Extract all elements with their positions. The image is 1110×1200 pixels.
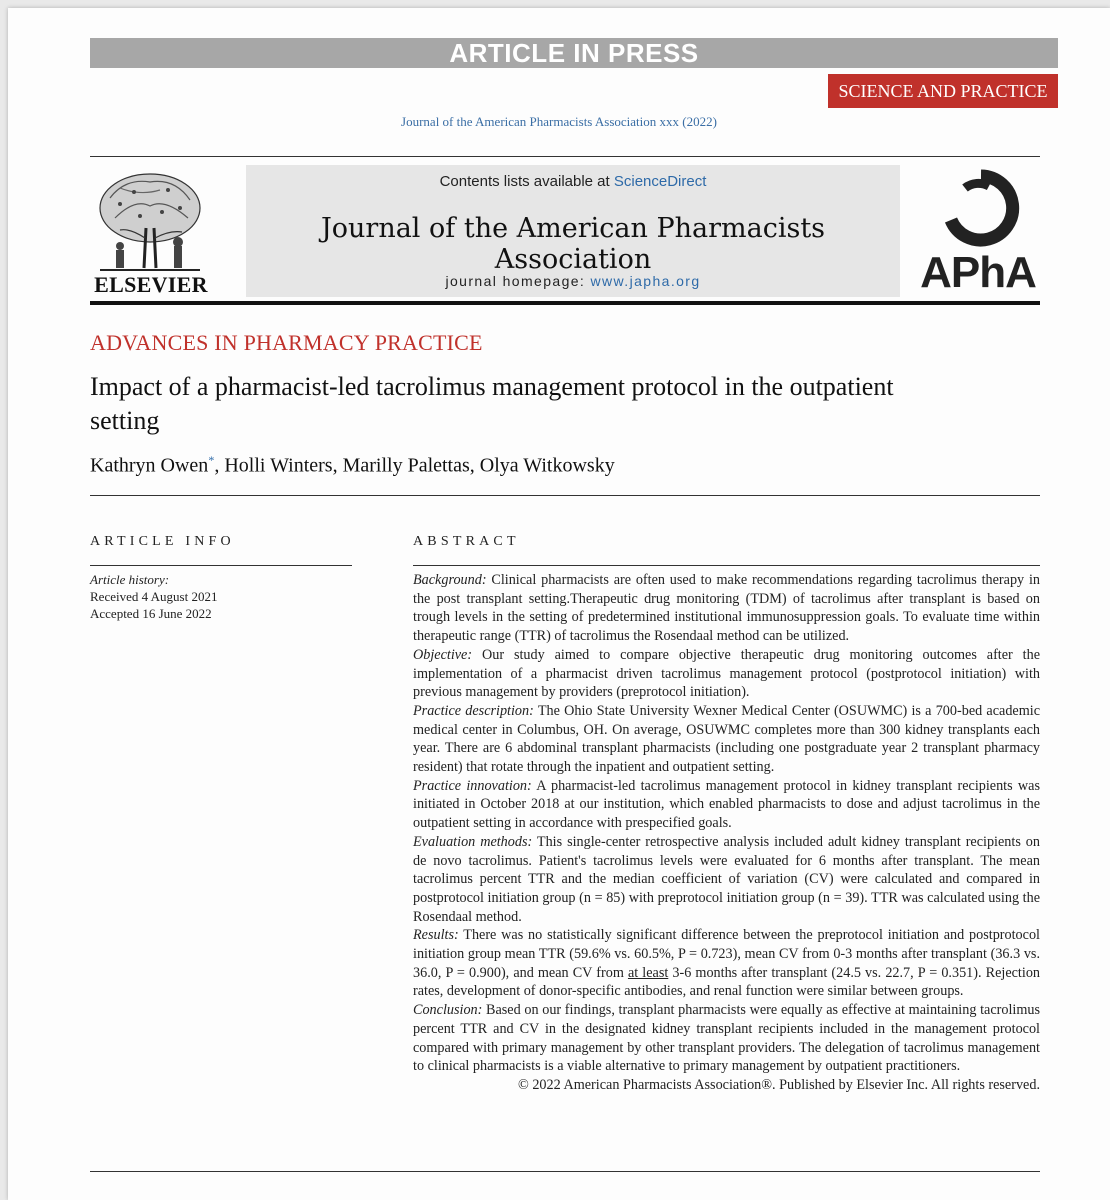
abstract-practice-innovation [413,777,1040,833]
accepted-date: Accepted 16 June 2022 [90,606,212,621]
conclusion-label: Conclusion: [413,1002,483,1019]
homepage-line [246,273,900,289]
background-label: Background: [413,572,487,588]
copyright-notice: © 2022 American Pharmacists Association®. Published by Elsevier Inc. All rights reserved. [518,1076,1040,1093]
background-text: Clinical pharmacists are often used to make recommendations regarding tacrolimus therapy in the post transplant setting.Therapeutic drug monitoring (TDM) of tacrolimus after transplant is based on trough levels in the setting of predetermined institutional immunosuppression goals. To evaluate time within therapeutic range (TTR) of tacrolimus the Rosendaal method can be utilized. [413,572,1040,645]
homepage-prefix: journal homepage: [445,273,591,289]
practice-text: The Ohio State University Wexner Medical Center (OSUWMC) is a 700-bed academic medical center in Columbus, OH. On average, OSUWMC completes more than 300 kidney transplants each year. There are 6 abdominal transplant pharmacists (including one postgraduate year 2 transplant pharmacy resident) that rotate through the inpatient and outpatient setting. [413,702,1040,776]
abstract-evaluation-methods [413,833,1040,927]
abstract-conclusion [413,1001,1040,1076]
article-info-heading: ARTICLE INFO [90,534,235,549]
corresponding-author-mark[interactable]: * [208,453,215,467]
results-text-a: There was no statistically significant difference between the preprotocol initiation and postprotocol initiation group mean TTR (59.6% vs. 60.5%, P = 0.723), mean CV from 0-3 months after transplant (36.3 vs. 36.0, P = 0.900), and mean CV from [413,927,1040,981]
objective-label: Objective: [413,646,473,663]
abstract-rule [413,565,1040,566]
journal-citation[interactable]: Journal of the American Pharmacists Association xxx (2022) [401,114,717,129]
contents-line [246,173,900,190]
abstract-bottom-rule [90,1171,1040,1172]
history-label: Article history: [90,572,170,587]
author-list [90,453,615,478]
other-authors: , Holli Winters, Marilly Palettas, Olya Witkowsky [214,454,615,477]
article-title: Impact of a pharmacist-led tacrolimus management protocol in the outpatient setting [90,372,894,435]
journal-title: Journal of the American Pharmacists Association [320,213,826,275]
journal-homepage-link[interactable]: www.japha.org [590,273,701,289]
sciencedirect-link[interactable]: ScienceDirect [613,173,707,190]
practice-label: Practice description: [413,702,534,719]
abstract-objective [413,646,1040,702]
elsevier-wordmark: ELSEVIER [94,272,208,297]
abstract-body [413,571,1040,1095]
abstract-results [413,926,1040,1001]
abstract-practice-description [413,702,1040,777]
apha-wordmark: APhA [920,248,1036,297]
header-bottom-rule [90,301,1040,305]
journal-masthead [246,165,900,297]
conclusion-text: Based on our findings, transplant pharmacists were equally as effective at maintaining tacrolimus percent TTR and CV in the designated kidney transplant recipients included in the management protocol compared with primary management by other transplant providers. The delegation of tacrolimus management to clinical pharmacists is a viable alternative to primary management by outpatient practitioners. [413,1002,1040,1075]
header-top-rule [90,156,1040,157]
section-tag: SCIENCE AND PRACTICE [828,74,1058,108]
innovation-label: Practice innovation: [413,777,532,794]
abstract-heading: ABSTRACT [413,534,520,549]
innovation-text: A pharmacist-led tacrolimus management protocol in kidney transplant recipients was initiated in October 2018 at our institution, which enabled pharmacists to dose and adjust tacrolimus in the outpatient setting in accordance with prespecified goals. [413,777,1040,832]
results-underlined: at least [627,964,669,981]
authors-rule [90,495,1040,496]
abstract-background [413,571,1040,646]
article-page [8,8,1110,1200]
results-label: Results: [413,927,459,944]
evaluation-text: This single-center retrospective analysis included adult kidney transplant recipients on de novo tacrolimus. Patient's tacrolimus levels were evaluated for 6 months after transplant. The mean tacrolimus percent TTR and the median coefficient of variation (CV) were calculated and compared in postprotocol initiation group (n = 85) with preprotocol initiation group (n = 39). TTR was calculated using the Rosendaal method. [413,833,1040,925]
contents-prefix: Contents lists available at [439,173,614,190]
article-in-press-banner: ARTICLE IN PRESS [90,38,1058,68]
evaluation-label: Evaluation methods: [413,833,533,850]
first-author[interactable]: Kathryn Owen [90,454,209,477]
objective-text: Our study aimed to compare objective therapeutic drug monitoring outcomes after the implementation of a pharmacist driven tacrolimus management protocol (postprotocol initiation) with previous management by providers (preprotocol initiation). [413,646,1040,701]
results-text-b: 3-6 months after transplant (24.5 vs. 22.7, P = 0.351). Rejection rates, development of donor-specific antibodies, and renal function were similar between groups. [413,964,1041,1000]
article-category: ADVANCES IN PHARMACY PRACTICE [90,330,483,355]
received-date: Received 4 August 2021 [90,589,218,604]
article-history [90,571,217,622]
article-info-rule [90,565,352,566]
